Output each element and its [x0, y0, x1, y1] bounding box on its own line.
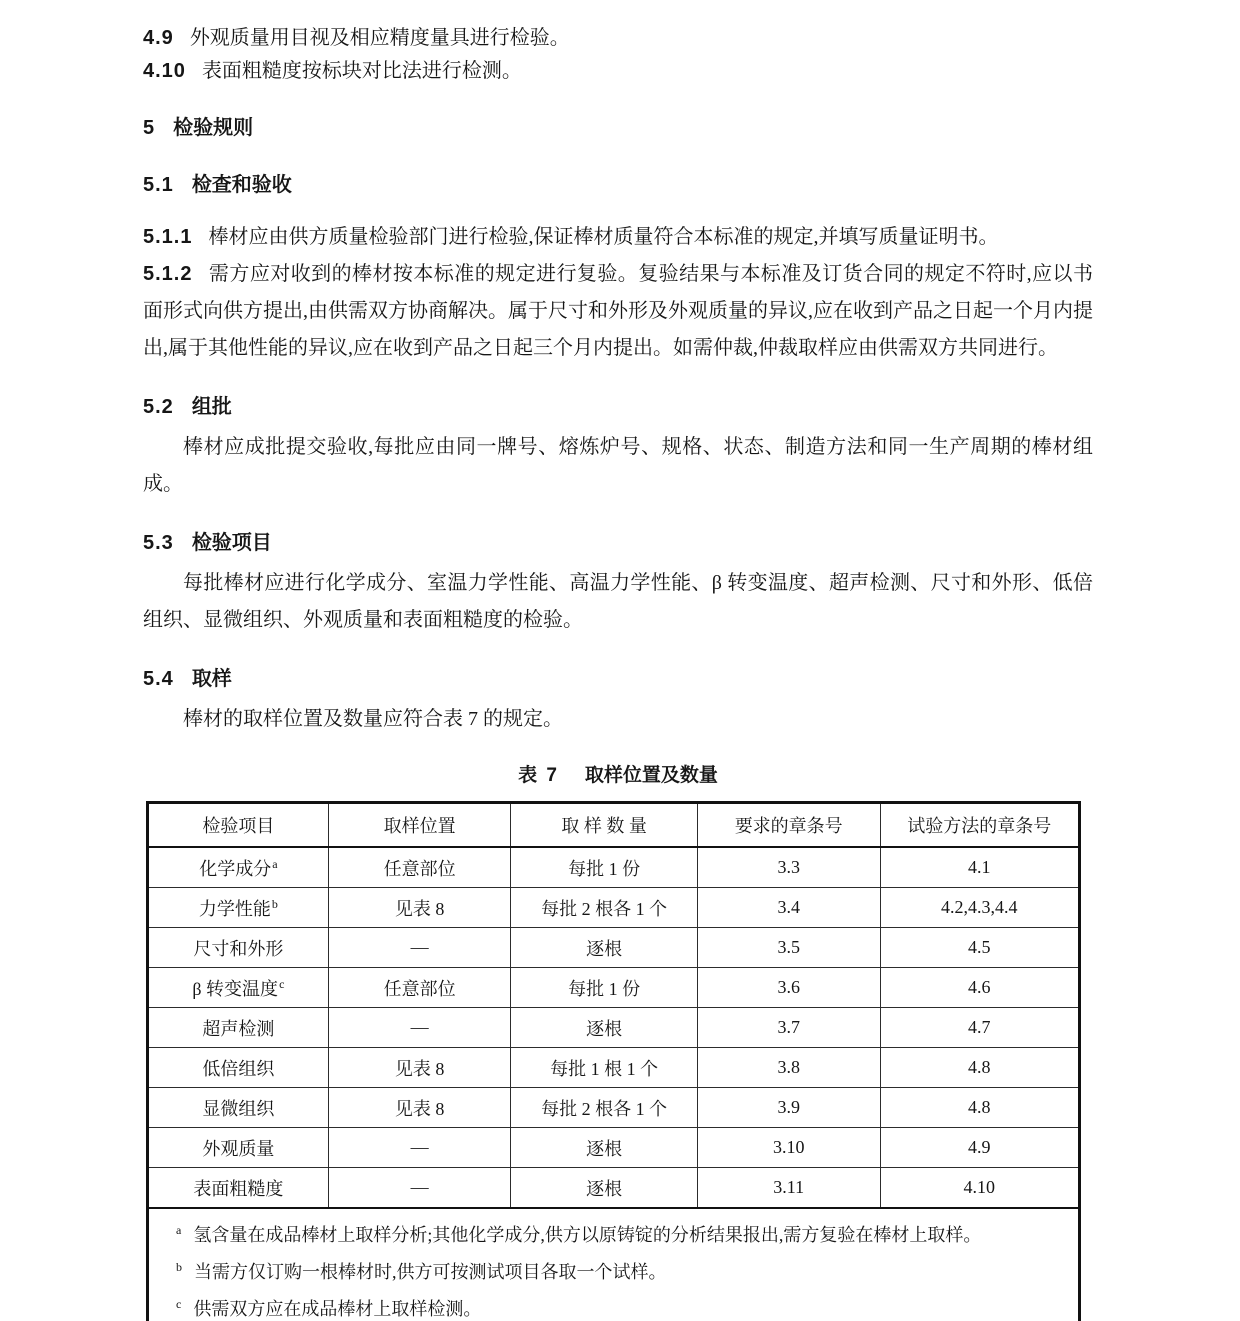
cell-quantity: 每批 1 份: [511, 968, 697, 1008]
heading-5-number: 5: [143, 117, 156, 139]
cell-item: 外观质量: [148, 1128, 329, 1168]
cell-method: 4.10: [880, 1168, 1079, 1209]
table-caption: [143, 763, 1093, 789]
clause-5-1-1-text: 棒材应由供方质量检验部门进行检验,保证棒材质量符合本标准的规定,并填写质量证明书。: [208, 226, 999, 248]
cell-req: 3.9: [697, 1088, 880, 1128]
clause-4-9-number: 4.9: [143, 27, 174, 49]
cell-item: 显微组织: [148, 1088, 329, 1128]
heading-5-2-title: 组批: [191, 396, 232, 418]
col-header-req: 要求的章条号: [697, 803, 880, 848]
heading-5-3: [143, 526, 1093, 560]
cell-method: 4.5: [880, 928, 1079, 968]
cell-item: 低倍组织: [148, 1048, 329, 1088]
clause-4-10-text: 表面粗糙度按标块对比法进行检测。: [201, 60, 522, 82]
clause-4-10: [143, 55, 1093, 88]
clause-4-9-text: 外观质量用目视及相应精度量具进行检验。: [189, 27, 570, 49]
heading-5-4-title: 取样: [191, 668, 232, 690]
cell-method: 4.2,4.3,4.4: [880, 888, 1079, 928]
table-footnote: $^c$ 供需双方应在成品棒材上取样检测。: [176, 1297, 482, 1319]
clause-4-10-number: 4.10: [143, 60, 186, 82]
paragraph-5-2: 棒材应成批提交验收,每批应由同一牌号、熔炼炉号、规格、状态、制造方法和同一生产周期的棒材组成。: [143, 436, 1093, 495]
cell-quantity: 每批 2 根各 1 个: [511, 1088, 697, 1128]
cell-position: —: [328, 1168, 511, 1209]
cell-position: 见表 8: [328, 1088, 511, 1128]
cell-position: —: [328, 928, 511, 968]
heading-5-3-title: 检验项目: [191, 532, 272, 554]
clause-5-1-1-number: 5.1.1: [143, 226, 193, 248]
cell-req: 3.6: [697, 968, 880, 1008]
cell-method: 4.6: [880, 968, 1079, 1008]
table-row: [148, 847, 1080, 888]
table-row: [148, 1088, 1080, 1128]
table-row: [148, 1128, 1080, 1168]
cell-item: β 转变温度$^c$: [148, 968, 329, 1008]
table-row: [148, 968, 1080, 1008]
heading-5-1-number: 5.1: [143, 174, 174, 196]
heading-5-title: 检验规则: [173, 117, 254, 139]
clause-5-1-1: [143, 219, 1093, 256]
paragraph-5-4: 棒材的取样位置及数量应符合表 7 的规定。: [183, 708, 563, 730]
cell-method: 4.8: [880, 1088, 1079, 1128]
cell-quantity: 每批 1 份: [511, 847, 697, 888]
cell-item: 超声检测: [148, 1008, 329, 1048]
heading-5-1-title: 检查和验收: [191, 174, 292, 196]
paragraph-5-3: 每批棒材应进行化学成分、室温力学性能、高温力学性能、β 转变温度、超声检测、尺寸和外形、低倍组织、显微组织、外观质量和表面粗糙度的检验。: [143, 572, 1093, 631]
cell-item: 尺寸和外形: [148, 928, 329, 968]
cell-quantity: 逐根: [511, 1128, 697, 1168]
table-caption-label: 表 7: [518, 765, 559, 786]
col-header-item: 检验项目: [148, 803, 329, 848]
clause-5-1-2-number: 5.1.2: [143, 263, 193, 285]
cell-method: 4.8: [880, 1048, 1079, 1088]
cell-req: 3.5: [697, 928, 880, 968]
table-footnote: $^b$ 当需方仅订购一根棒材时,供方可按测试项目各取一个试样。: [176, 1260, 667, 1282]
sampling-table-body: [148, 847, 1080, 1208]
cell-quantity: 每批 2 根各 1 个: [511, 888, 697, 928]
table-row: [148, 1008, 1080, 1048]
cell-item: 表面粗糙度: [148, 1168, 329, 1209]
cell-req: 3.4: [697, 888, 880, 928]
cell-quantity: 逐根: [511, 928, 697, 968]
cell-quantity: 每批 1 根 1 个: [511, 1048, 697, 1088]
cell-item: 化学成分$^a$: [148, 847, 329, 888]
heading-5-3-number: 5.3: [143, 532, 174, 554]
cell-req: 3.10: [697, 1128, 880, 1168]
cell-req: 3.7: [697, 1008, 880, 1048]
cell-item: 力学性能$^b$: [148, 888, 329, 928]
footnote-marker: a: [176, 1223, 182, 1237]
heading-5-1: [143, 168, 1093, 202]
cell-quantity: 逐根: [511, 1008, 697, 1048]
heading-5: [143, 111, 1093, 145]
col-header-method: 试验方法的章条号: [880, 803, 1079, 848]
col-header-position: 取样位置: [328, 803, 511, 848]
table-row: [148, 1048, 1080, 1088]
table-footnote: $^a$ 氢含量在成品棒材上取样分析;其他化学成分,供方以原铸锭的分析结果报出,需方复验在棒材上取样。: [176, 1223, 982, 1245]
heading-5-2-number: 5.2: [143, 396, 174, 418]
footnotes-cell: [148, 1208, 1080, 1321]
table-row: [148, 1168, 1080, 1209]
heading-5-4: [143, 662, 1093, 696]
clause-5-1-2-text: 需方应对收到的棒材按本标准的规定进行复验。复验结果与本标准及订货合同的规定不符时,应以书面形式向供方提出,由供需双方协商解决。属于尺寸和外形及外观质量的异议,应在收到产品之日起一个月内提出,属于其他性能的异议,应在收到产品之日起三个月内提出。如需仲裁,仲裁取样应由供需双方共同进行。: [143, 263, 1093, 359]
cell-position: —: [328, 1008, 511, 1048]
footnote-marker: c: [176, 1297, 182, 1311]
col-header-quantity: 取 样 数 量: [511, 803, 697, 848]
clause-5-1-2: [143, 256, 1093, 367]
cell-position: 见表 8: [328, 1048, 511, 1088]
cell-req: 3.3: [697, 847, 880, 888]
cell-position: 任意部位: [328, 847, 511, 888]
footnote-marker: b: [176, 1260, 182, 1274]
cell-req: 3.11: [697, 1168, 880, 1209]
cell-method: 4.1: [880, 847, 1079, 888]
cell-quantity: 逐根: [511, 1168, 697, 1209]
table-header-row: [148, 803, 1080, 848]
heading-5-4-number: 5.4: [143, 668, 174, 690]
heading-5-2: [143, 390, 1093, 424]
table-row: [148, 888, 1080, 928]
cell-req: 3.8: [697, 1048, 880, 1088]
cell-method: 4.7: [880, 1008, 1079, 1048]
table-row: [148, 928, 1080, 968]
table-footnotes-row: [148, 1208, 1080, 1321]
cell-method: 4.9: [880, 1128, 1079, 1168]
sampling-table: [146, 801, 1081, 1321]
cell-position: 任意部位: [328, 968, 511, 1008]
table-caption-title: 取样位置及数量: [584, 765, 718, 786]
cell-position: 见表 8: [328, 888, 511, 928]
cell-position: —: [328, 1128, 511, 1168]
clause-4-9: [143, 22, 1093, 55]
